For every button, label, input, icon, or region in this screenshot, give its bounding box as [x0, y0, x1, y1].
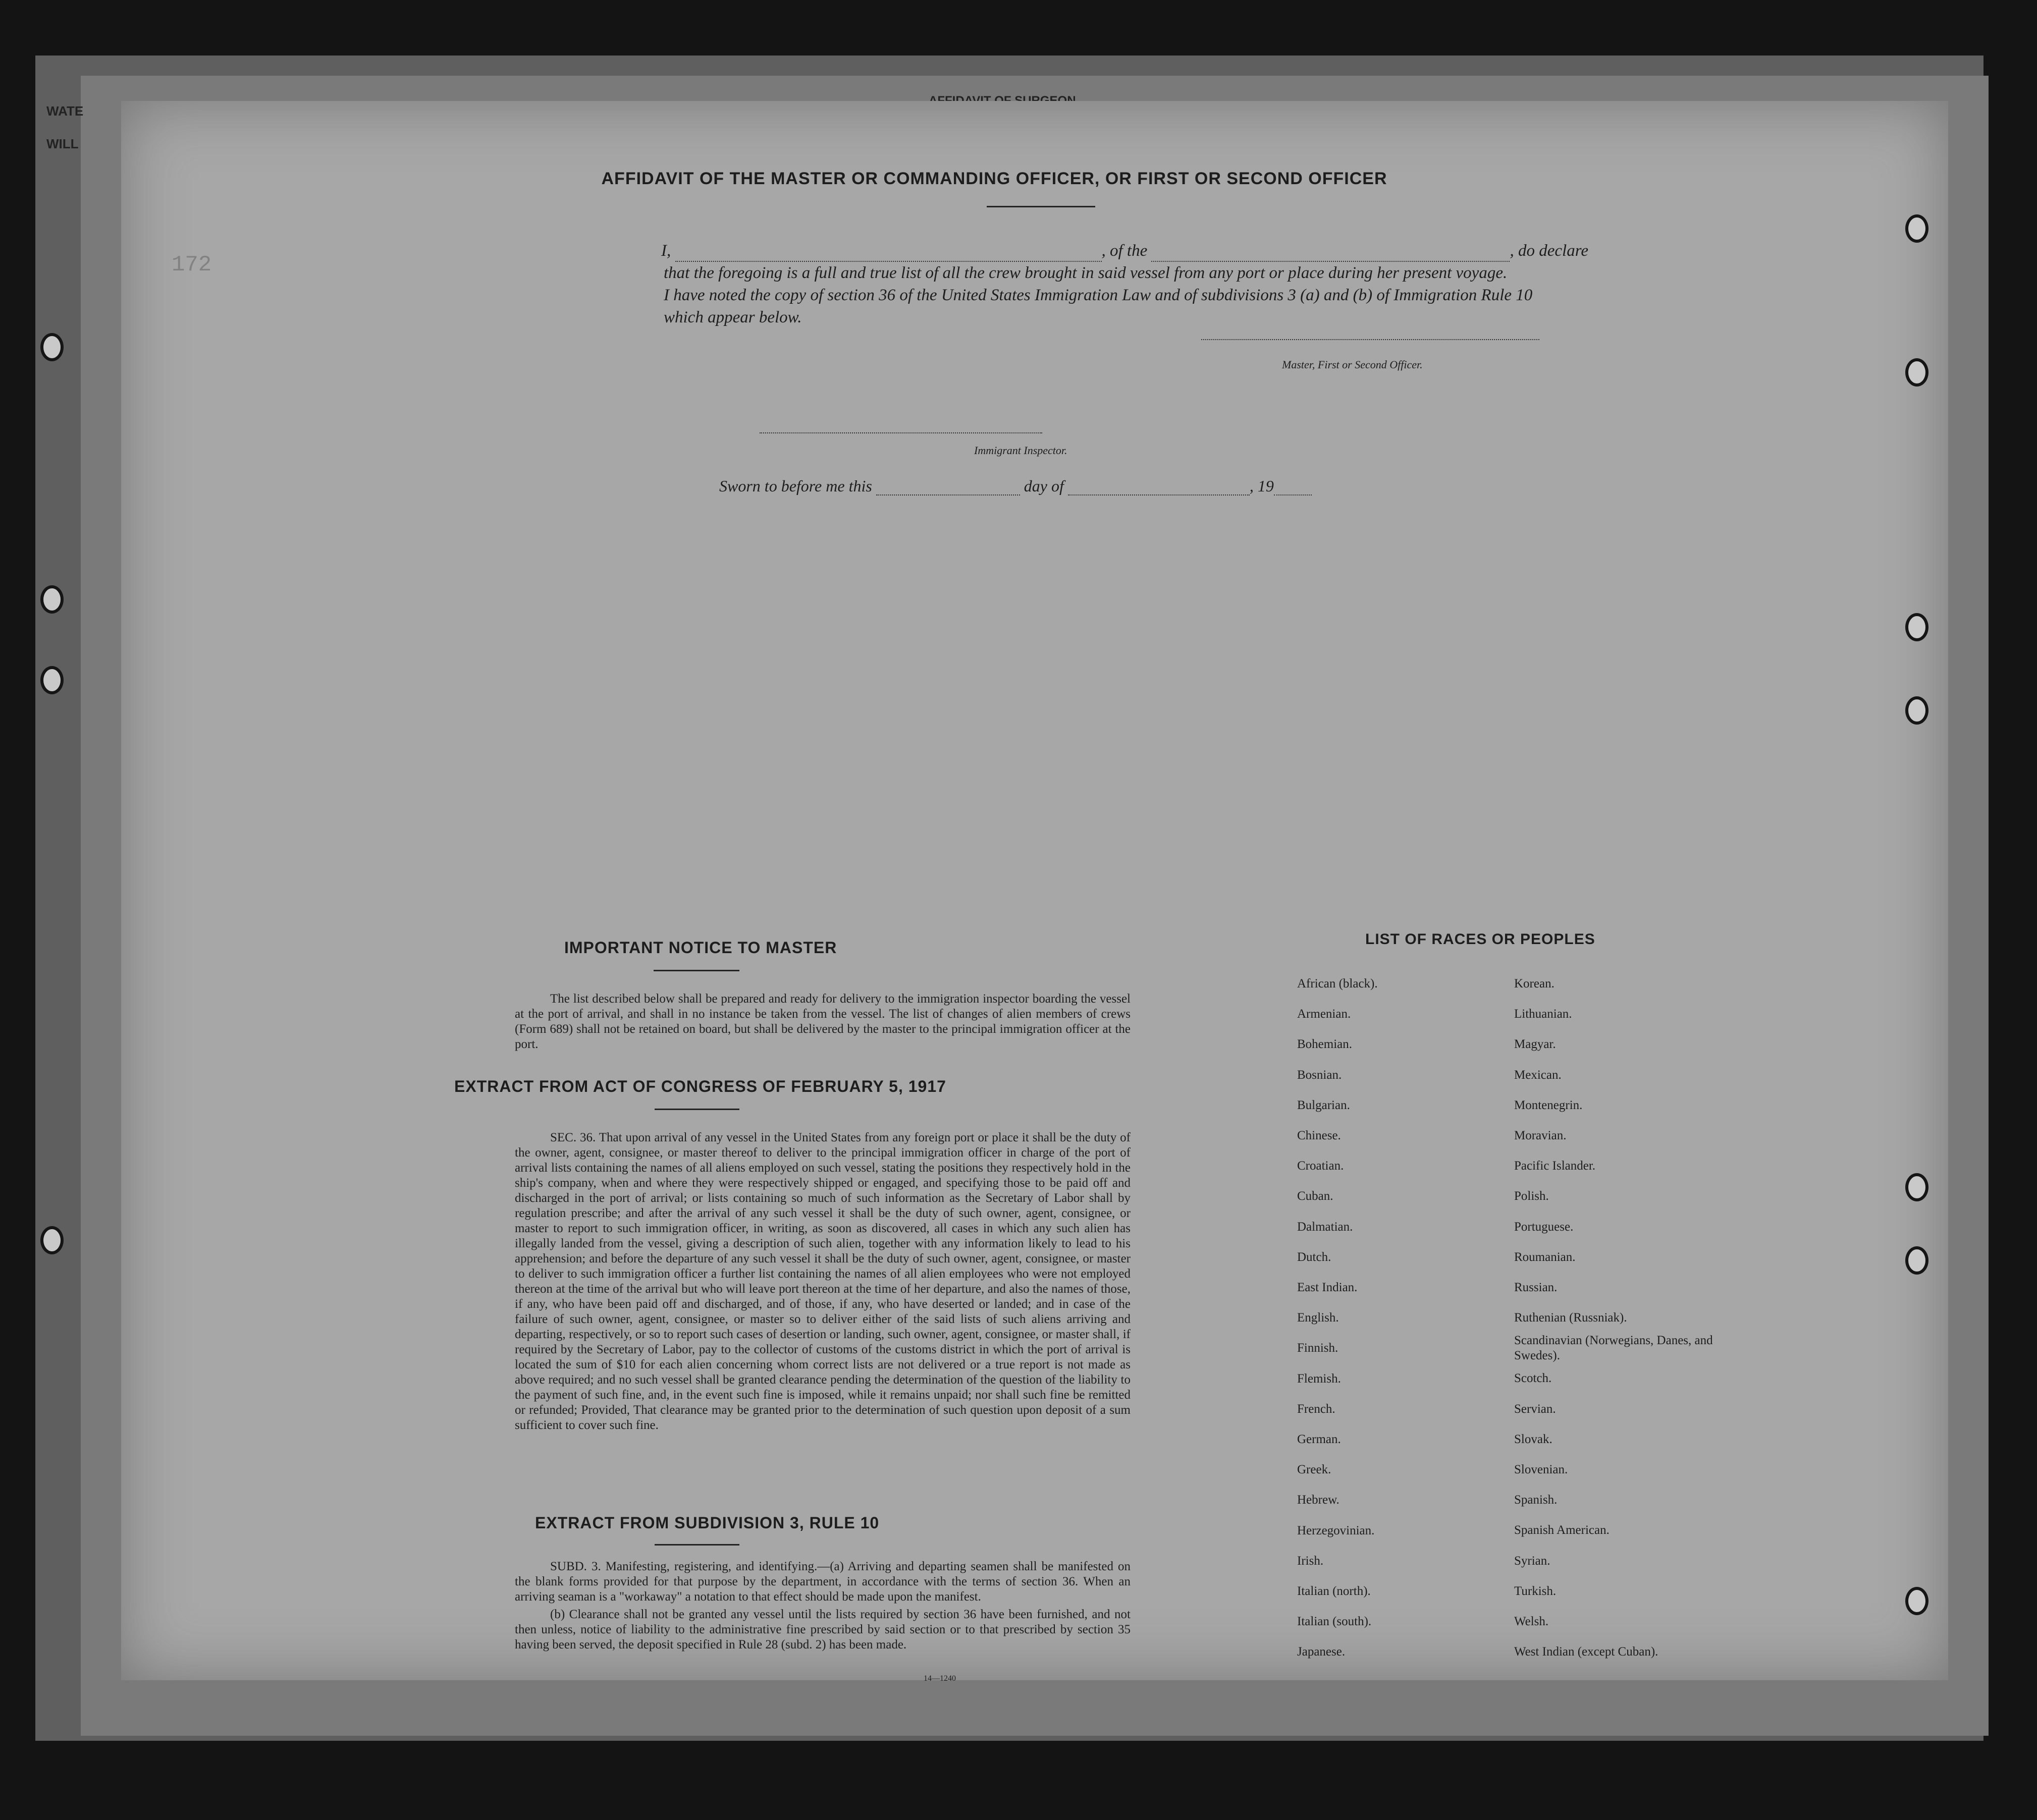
race-item: Dalmatian. — [1297, 1220, 1353, 1234]
declaration-paragraph — [661, 240, 1671, 328]
race-item: Magyar. — [1514, 1037, 1556, 1052]
punch-hole-right-2 — [1905, 358, 1928, 387]
race-item: Armenian. — [1297, 1007, 1351, 1021]
race-item: Bohemian. — [1297, 1037, 1353, 1052]
race-item: Bulgarian. — [1297, 1098, 1350, 1112]
race-item: Roumanian. — [1514, 1250, 1576, 1264]
race-item: Ruthenian (Russniak). — [1514, 1311, 1627, 1325]
master-signature-field[interactable] — [1201, 338, 1539, 340]
punch-hole-left-2 — [40, 585, 64, 614]
declaration-line-3: which appear below. — [664, 308, 802, 326]
notice-heading-underline — [654, 970, 739, 971]
page-number: 172 — [172, 252, 212, 278]
of-the-label: , of the — [1101, 242, 1148, 260]
declaration-line-1: that the foregoing is a full and true list of all the crew brought in said vessel from any port or place during her present voyage. — [664, 264, 1508, 282]
race-item: Scotch. — [1514, 1371, 1552, 1386]
races-right-column — [1514, 969, 1726, 1667]
race-item: Greek. — [1297, 1463, 1331, 1477]
rule-heading-underline — [655, 1544, 739, 1546]
act-text: SEC. 36. That upon arrival of any vessel in the United States from any foreign port or place it shall be the duty of the owner, agent, consignee, or master thereof to deliver to the principal immigration officer in charge of the port of arrival lists containing the names of all aliens employed on such vessel, stating the positions they respectively hold in the ship's company, when and where they were respectively shipped or engaged, and specifying those to be paid off and discharged in the port of arrival; or lists containing so much of such information as the Secretary of Labor shall by regulation prescribe; and after the arrival of any such vessel it shall be the duty of such owner, agent, consignee, or master to report to such immigration officer, in writing, as soon as discovered, all cases in which any such alien has illegally landed from the vessel, giving a description of such alien, together with any information likely to lead to his apprehension; and before the departure of any such vessel it shall be the duty of such owner, agent, consignee, or master to deliver to such immigration officer a further list containing the names of all alien employees who were not employed thereon at the time of the arrival but who will leave port thereon at the time of her departure, and also the names of those, if any, who have been paid off and discharged, and of those, if any, who have deserted or landed; and in case of the failure of such owner, agent, consignee, or master so to deliver either of the said lists of such aliens arriving and departing, respectively, or so to report such cases of desertion or landing, such owner, agent, consignee, or master shall, if required by the Secretary of Labor, pay to the collector of customs of the customs district in which the port of arrival is located the sum of $10 for each alien concerning whom correct lists are not delivered or a true report is not made as above required; and no such vessel shall be granted clearance pending the determination of the question of the liability to the payment of such fine, and, in the event such fine is imposed, while it remains unpaid; nor shall such fine be remitted or refunded; Provided, That clearance may be granted prior to the determination of such question upon deposit of a sum sufficient to cover such fine. — [515, 1131, 1131, 1432]
race-item: Mexican. — [1514, 1068, 1562, 1082]
race-item: Chinese. — [1297, 1129, 1341, 1143]
race-item: English. — [1297, 1311, 1339, 1325]
race-item: Welsh. — [1514, 1615, 1549, 1629]
race-item: Korean. — [1514, 977, 1554, 990]
sworn-day-field[interactable] — [876, 478, 1020, 495]
race-item: Russian. — [1514, 1281, 1558, 1295]
race-item: French. — [1297, 1402, 1335, 1416]
race-item: Scandinavian (Norwegians, Danes, and Swedes). — [1514, 1334, 1713, 1363]
race-item: Cuban. — [1297, 1189, 1333, 1203]
rule-text-b: (b) Clearance shall not be granted any vessel until the lists required by section 36 have been furnished, and not then unless, notice of liability to the administrative fine prescribed by said section or to that prescribed by section 35 having been served, the deposit specified in Rule 28 (subd. 2) has been made. — [515, 1608, 1131, 1651]
race-item: Hebrew. — [1297, 1493, 1339, 1507]
edge-stamp-top: WATE — [46, 103, 84, 119]
races-heading: LIST OF RACES OR PEOPLES — [1365, 931, 1595, 948]
race-item: Lithuanian. — [1514, 1007, 1572, 1021]
race-item: Polish. — [1514, 1189, 1549, 1203]
race-item: Italian (north). — [1297, 1584, 1371, 1598]
race-item: Syrian. — [1514, 1554, 1550, 1568]
race-item: East Indian. — [1297, 1281, 1358, 1295]
master-signature-label: Master, First or Second Officer. — [1282, 358, 1423, 371]
race-item: Croatian. — [1297, 1159, 1344, 1173]
punch-hole-right-3 — [1905, 613, 1928, 641]
race-item: Slovenian. — [1514, 1463, 1568, 1477]
declaration-line-2: I have noted the copy of section 36 of the United States Immigration Law and of subdivisions 3 (a) and (b) of Immigration Rule 10 — [664, 286, 1533, 304]
race-item: Herzegovinian. — [1297, 1523, 1375, 1537]
race-item: Portuguese. — [1514, 1220, 1574, 1234]
act-heading: EXTRACT FROM ACT OF CONGRESS OF FEBRUARY 5, 1917 — [454, 1077, 946, 1095]
race-item: West Indian (except Cuban). — [1514, 1645, 1658, 1659]
race-item: Spanish American. — [1514, 1523, 1610, 1537]
race-item: Dutch. — [1297, 1250, 1331, 1264]
race-item: Japanese. — [1297, 1645, 1346, 1659]
race-item: Irish. — [1297, 1554, 1324, 1568]
year-prefix-label: , 19 — [1249, 477, 1274, 495]
edge-stamp-bottom: WILL — [46, 136, 79, 151]
title-underline — [987, 206, 1095, 207]
race-item: Italian (south). — [1297, 1615, 1372, 1629]
notice-heading: IMPORTANT NOTICE TO MASTER — [564, 939, 837, 957]
punch-hole-left-3 — [40, 666, 64, 694]
race-item: Flemish. — [1297, 1371, 1341, 1386]
race-item: Pacific Islander. — [1514, 1159, 1596, 1173]
race-item: Turkish. — [1514, 1584, 1557, 1598]
inspector-label: Immigrant Inspector. — [974, 444, 1067, 457]
punch-hole-right-6 — [1905, 1246, 1928, 1275]
affidavit-page — [121, 101, 1948, 1683]
race-item: Montenegrin. — [1514, 1098, 1583, 1112]
sworn-year-field[interactable] — [1274, 478, 1312, 495]
races-left-column — [1297, 969, 1378, 1668]
affidavit-title: AFFIDAVIT OF THE MASTER OR COMMANDING OFFICER, OR FIRST OR SECOND OFFICER — [601, 169, 1387, 188]
sworn-line — [719, 477, 1312, 495]
form-number: 14—1240 — [924, 1674, 956, 1683]
notice-text: The list described below shall be prepared and ready for delivery to the immigration inspector boarding the vessel at the port of arrival, and shall in no instance be taken from the vessel. The list of changes of alien members of crews (Form 689) shall not be retained on board, but shall be delivered by the master to the principal immigration officer at the port. — [515, 992, 1131, 1051]
day-of-label: day of — [1024, 477, 1064, 495]
race-item: African (black). — [1297, 977, 1378, 990]
punch-hole-right-7 — [1905, 1587, 1928, 1615]
inspector-signature-field[interactable] — [760, 431, 1042, 433]
race-item: Bosnian. — [1297, 1068, 1342, 1082]
punch-hole-left-1 — [40, 333, 64, 361]
race-item: Finnish. — [1297, 1341, 1338, 1355]
race-item: Servian. — [1514, 1402, 1556, 1416]
race-item: Spanish. — [1514, 1493, 1558, 1507]
punch-hole-right-1 — [1905, 214, 1928, 243]
punch-hole-left-4 — [40, 1226, 64, 1254]
sworn-label: Sworn to before me this — [719, 477, 872, 495]
punch-hole-right-4 — [1905, 696, 1928, 725]
i-label: I, — [661, 242, 671, 260]
rule-text-a: SUBD. 3. Manifesting, registering, and identifying.—(a) Arriving and departing seamen shall be manifested on the blank forms provided for that purpose by the department, in accordance with the terms of section 36. When an arriving seaman is a "workaway" a notation to that effect should be made upon the manifest. — [515, 1560, 1131, 1604]
race-item: Slovak. — [1514, 1432, 1552, 1446]
master-name-field[interactable] — [675, 245, 1102, 262]
sworn-month-field[interactable] — [1068, 478, 1250, 495]
race-item: Moravian. — [1514, 1129, 1567, 1143]
vessel-name-field[interactable] — [1151, 245, 1510, 262]
race-item: German. — [1297, 1432, 1341, 1447]
act-heading-underline — [655, 1109, 739, 1110]
punch-hole-right-5 — [1905, 1173, 1928, 1201]
rule-heading: EXTRACT FROM SUBDIVISION 3, RULE 10 — [535, 1514, 880, 1532]
do-declare-label: , do declare — [1510, 242, 1588, 260]
